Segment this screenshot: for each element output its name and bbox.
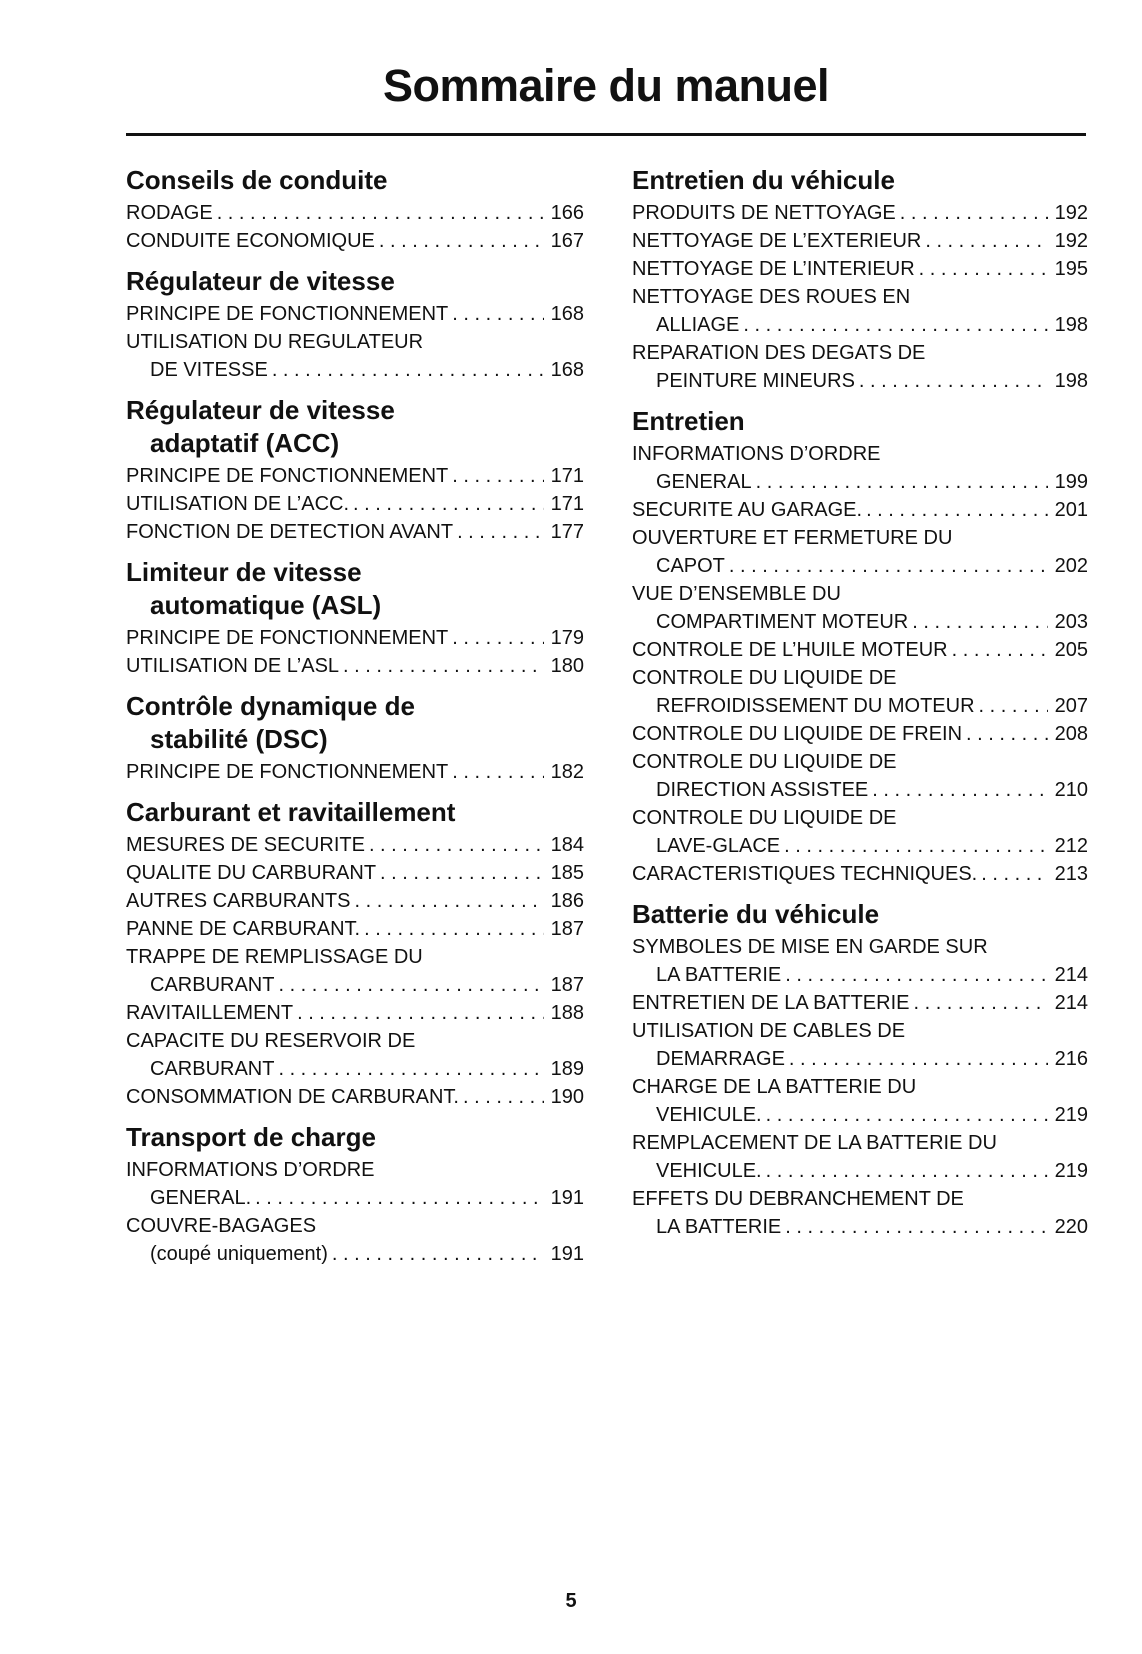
toc-entry[interactable] — [126, 227, 584, 255]
toc-entry[interactable] — [126, 887, 584, 915]
page-number: 5 — [565, 1590, 577, 1612]
toc-section — [126, 556, 584, 680]
entry-label: FONCTION DE DETECTION AVANT — [126, 521, 454, 543]
dot-leader — [752, 468, 1048, 496]
entry-label: CONTROLE DU LIQUIDE DE — [632, 751, 897, 773]
entry-line — [632, 720, 1088, 748]
entry-line — [126, 462, 584, 490]
toc-entry[interactable] — [126, 915, 584, 943]
entry-page-number: 207 — [1054, 695, 1088, 717]
entry-page-number: 192 — [1054, 230, 1088, 252]
entry-label: SYMBOLES DE MISE EN GARDE SUR — [632, 936, 988, 958]
entry-line — [632, 1045, 1088, 1073]
entry-label: COUVRE-BAGAGES — [126, 1215, 317, 1237]
dot-leader — [375, 227, 544, 255]
entry-label: NETTOYAGE DE L’EXTERIEUR — [632, 230, 922, 252]
entry-line — [632, 227, 1088, 255]
section-heading-line: Contrôle dynamique de — [126, 691, 415, 721]
entry-line — [632, 440, 1088, 468]
section-heading — [126, 796, 584, 829]
dot-leader — [862, 496, 1048, 524]
dot-leader — [251, 1184, 544, 1212]
toc-entry[interactable] — [126, 300, 584, 328]
entry-label: VUE D’ENSEMBLE DU — [632, 583, 841, 605]
entry-label: DEMARRAGE — [656, 1048, 785, 1070]
dot-leader — [328, 1240, 544, 1268]
toc-entry[interactable] — [632, 255, 1088, 283]
entry-label: TRAPPE DE REMPLISSAGE DU — [126, 946, 423, 968]
entry-line — [126, 758, 584, 786]
toc-entry[interactable] — [632, 636, 1088, 664]
entry-label: CARACTERISTIQUES TECHNIQUES. — [632, 863, 978, 885]
entry-line — [632, 283, 1088, 311]
section-heading — [126, 265, 584, 298]
entry-label: SECURITE AU GARAGE. — [632, 499, 863, 521]
entry-line — [632, 608, 1088, 636]
entry-line — [126, 199, 584, 227]
entry-line — [632, 933, 1088, 961]
dot-leader — [293, 999, 544, 1027]
entry-label: OUVERTURE ET FERMETURE DU — [632, 527, 953, 549]
entry-page-number: 171 — [550, 465, 584, 487]
section-heading — [632, 405, 1088, 438]
entry-page-number: 203 — [1054, 611, 1088, 633]
dot-leader — [459, 1083, 544, 1111]
toc-entry[interactable] — [632, 720, 1088, 748]
entry-page-number: 166 — [550, 202, 584, 224]
section-heading-line: Limiteur de vitesse — [126, 557, 362, 587]
entry-label: REMPLACEMENT DE LA BATTERIE DU — [632, 1132, 997, 1154]
dot-leader — [975, 692, 1048, 720]
section-heading-line: Batterie du véhicule — [632, 899, 880, 929]
dot-leader — [448, 462, 544, 490]
toc-entry[interactable] — [632, 989, 1088, 1017]
entry-page-number: 195 — [1054, 258, 1088, 280]
entry-page-number: 220 — [1054, 1216, 1088, 1238]
dot-leader — [274, 1055, 544, 1083]
entry-line — [126, 999, 584, 1027]
entry-label: REFROIDISSEMENT DU MOTEUR — [656, 695, 975, 717]
entry-line — [126, 859, 584, 887]
entry-label: COMPARTIMENT MOTEUR — [656, 611, 909, 633]
entry-label: UTILISATION DU REGULATEUR — [126, 331, 424, 353]
entry-page-number: 219 — [1054, 1160, 1088, 1182]
entry-label: CONDUITE ECONOMIQUE — [126, 230, 375, 252]
dot-leader — [365, 831, 544, 859]
entry-page-number: 202 — [1054, 555, 1088, 577]
entry-page-number: 171 — [550, 493, 584, 515]
dot-leader — [781, 1213, 1048, 1241]
section-heading-line: Transport de charge — [126, 1122, 376, 1152]
section-heading-line: stabilité (DSC) — [150, 724, 328, 754]
entry-line — [126, 971, 584, 999]
entry-line — [126, 1055, 584, 1083]
entry-line — [126, 1184, 584, 1212]
entry-label: CARBURANT — [150, 1058, 275, 1080]
toc-column-left — [126, 164, 584, 1278]
entry-label: CONTROLE DU LIQUIDE DE FREIN — [632, 723, 963, 745]
entry-page-number: 167 — [550, 230, 584, 252]
entry-line — [126, 356, 584, 384]
toc-entry[interactable] — [126, 328, 584, 384]
dot-leader — [785, 1045, 1048, 1073]
section-heading-line: adaptatif (ACC) — [150, 428, 340, 458]
entry-label: INFORMATIONS D’ORDRE — [126, 1159, 375, 1181]
entry-line — [126, 887, 584, 915]
entry-page-number: 219 — [1054, 1104, 1088, 1126]
entry-label: ENTRETIEN DE LA BATTERIE — [632, 992, 910, 1014]
entry-line — [632, 748, 1088, 776]
entry-label: NETTOYAGE DES ROUES EN — [632, 286, 911, 308]
entry-label: VEHICULE. — [656, 1160, 762, 1182]
toc-section — [632, 405, 1088, 888]
section-heading — [126, 394, 584, 460]
entry-page-number: 191 — [550, 1187, 584, 1209]
dot-leader — [448, 300, 544, 328]
entry-line — [632, 1213, 1088, 1241]
toc-entry[interactable] — [126, 1156, 584, 1212]
entry-page-number: 182 — [550, 761, 584, 783]
entry-line — [632, 552, 1088, 580]
toc-entry[interactable] — [126, 462, 584, 490]
entry-line — [632, 776, 1088, 804]
toc-entry[interactable] — [632, 1073, 1088, 1129]
entry-label: GENERAL. — [150, 1187, 252, 1209]
toc-entry[interactable] — [126, 518, 584, 546]
entry-page-number: 168 — [550, 303, 584, 325]
toc-entry[interactable] — [632, 199, 1088, 227]
toc-entry[interactable] — [632, 227, 1088, 255]
dot-leader — [349, 490, 544, 518]
entry-page-number: 198 — [1054, 370, 1088, 392]
toc-entry[interactable] — [632, 1017, 1088, 1073]
entry-label: UTILISATION DE CABLES DE — [632, 1020, 906, 1042]
entry-page-number: 184 — [550, 834, 584, 856]
entry-page-number: 190 — [550, 1086, 584, 1108]
entry-line — [632, 468, 1088, 496]
entry-line — [126, 518, 584, 546]
entry-label: LAVE-GLACE — [656, 835, 781, 857]
entry-label: REPARATION DES DEGATS DE — [632, 342, 926, 364]
dot-leader — [453, 518, 544, 546]
dot-leader — [739, 311, 1048, 339]
entry-label: CAPOT — [656, 555, 725, 577]
section-heading-line: Carburant et ravitaillement — [126, 797, 456, 827]
dot-leader — [339, 652, 544, 680]
section-heading-line: automatique (ASL) — [150, 590, 382, 620]
dot-leader — [448, 624, 544, 652]
dot-leader — [780, 832, 1048, 860]
entry-label: UTILISATION DE L’ACC. — [126, 493, 350, 515]
entry-page-number: 187 — [550, 974, 584, 996]
toc-entry[interactable] — [126, 758, 584, 786]
entry-line — [632, 692, 1088, 720]
entry-page-number: 216 — [1054, 1048, 1088, 1070]
entry-label: PANNE DE CARBURANT. — [126, 918, 361, 940]
entry-label: EFFETS DU DEBRANCHEMENT DE — [632, 1188, 964, 1210]
dot-leader — [448, 758, 544, 786]
entry-label: PRINCIPE DE FONCTIONNEMENT — [126, 761, 449, 783]
entry-label: LA BATTERIE — [656, 964, 782, 986]
toc-entry[interactable] — [632, 1185, 1088, 1241]
entry-label: CHARGE DE LA BATTERIE DU — [632, 1076, 917, 1098]
entry-line — [126, 915, 584, 943]
toc-section — [632, 898, 1088, 1241]
toc-section — [126, 1121, 584, 1268]
dot-leader — [948, 636, 1048, 664]
toc-entry[interactable] — [632, 860, 1088, 888]
entry-line — [126, 943, 584, 971]
entry-line — [126, 831, 584, 859]
entry-line — [632, 1101, 1088, 1129]
toc-entry[interactable] — [126, 943, 584, 999]
entry-line — [632, 496, 1088, 524]
dot-leader — [213, 199, 544, 227]
entry-page-number: 212 — [1054, 835, 1088, 857]
section-heading — [126, 1121, 584, 1154]
entry-line — [632, 311, 1088, 339]
toc-section — [126, 164, 584, 255]
entry-page-number: 198 — [1054, 314, 1088, 336]
entry-line — [126, 1212, 584, 1240]
entry-page-number: 210 — [1054, 779, 1088, 801]
entry-page-number: 180 — [550, 655, 584, 677]
entry-label: CARBURANT — [150, 974, 275, 996]
toc-entry[interactable] — [632, 496, 1088, 524]
entry-label: UTILISATION DE L’ASL — [126, 655, 340, 677]
entry-page-number: 179 — [550, 627, 584, 649]
entry-line — [126, 227, 584, 255]
entry-label: LA BATTERIE — [656, 1216, 782, 1238]
toc-section — [126, 796, 584, 1111]
entry-page-number: 188 — [550, 1002, 584, 1024]
toc-entry[interactable] — [126, 859, 584, 887]
entry-line — [632, 524, 1088, 552]
entry-line — [632, 1017, 1088, 1045]
entry-line — [632, 1073, 1088, 1101]
toc-entry[interactable] — [126, 1083, 584, 1111]
toc-entry[interactable] — [632, 748, 1088, 804]
dot-leader — [268, 356, 544, 384]
dot-leader — [274, 971, 544, 999]
toc-section — [126, 690, 584, 786]
entry-line — [632, 1185, 1088, 1213]
entry-label: AUTRES CARBURANTS — [126, 890, 351, 912]
section-heading-line: Conseils de conduite — [126, 165, 388, 195]
toc-entry[interactable] — [632, 933, 1088, 989]
entry-page-number: 168 — [550, 359, 584, 381]
dot-leader — [725, 552, 1048, 580]
dot-leader — [962, 720, 1048, 748]
entry-page-number: 191 — [550, 1243, 584, 1265]
entry-label: PRINCIPE DE FONCTIONNEMENT — [126, 627, 449, 649]
entry-page-number: 213 — [1054, 863, 1088, 885]
entry-label: CAPACITE DU RESERVOIR DE — [126, 1030, 416, 1052]
entry-line — [632, 989, 1088, 1017]
toc-entry[interactable] — [632, 524, 1088, 580]
entry-line — [632, 1157, 1088, 1185]
entry-line — [632, 832, 1088, 860]
entry-line — [126, 300, 584, 328]
section-heading — [126, 164, 584, 197]
toc-entry[interactable] — [632, 580, 1088, 636]
entry-line — [632, 199, 1088, 227]
toc-entry[interactable] — [126, 1212, 584, 1268]
entry-label: ALLIAGE — [656, 314, 740, 336]
entry-line — [126, 652, 584, 680]
toc-entry[interactable] — [632, 339, 1088, 395]
entry-label: RAVITAILLEMENT — [126, 1002, 294, 1024]
entry-page-number: 185 — [550, 862, 584, 884]
dot-leader — [868, 776, 1048, 804]
section-heading — [126, 690, 584, 756]
entry-line — [126, 328, 584, 356]
entry-page-number: 189 — [550, 1058, 584, 1080]
entry-line — [126, 1156, 584, 1184]
dot-leader — [762, 1157, 1048, 1185]
toc-entry[interactable] — [126, 999, 584, 1027]
entry-label: CONTROLE DU LIQUIDE DE — [632, 807, 897, 829]
entry-label: PRODUITS DE NETTOYAGE — [632, 202, 896, 224]
toc-column-right — [632, 164, 1088, 1251]
dot-leader — [762, 1101, 1048, 1129]
entry-label: (coupé uniquement) — [150, 1243, 328, 1265]
entry-label: MESURES DE SECURITE — [126, 834, 365, 856]
entry-label: DIRECTION ASSISTEE — [656, 779, 869, 801]
entry-page-number: 201 — [1054, 499, 1088, 521]
entry-line — [632, 339, 1088, 367]
toc-section — [126, 265, 584, 384]
entry-label: INFORMATIONS D’ORDRE — [632, 443, 881, 465]
entry-page-number: 214 — [1054, 992, 1088, 1014]
entry-label: DE VITESSE — [150, 359, 268, 381]
entry-line — [126, 1027, 584, 1055]
dot-leader — [360, 915, 544, 943]
entry-line — [632, 860, 1088, 888]
toc-section — [126, 394, 584, 546]
section-heading — [126, 556, 584, 622]
entry-label: QUALITE DU CARBURANT — [126, 862, 377, 884]
entry-line — [126, 1083, 584, 1111]
dot-leader — [977, 860, 1048, 888]
entry-page-number: 187 — [550, 918, 584, 940]
entry-line — [632, 804, 1088, 832]
toc-entry[interactable] — [126, 652, 584, 680]
dot-leader — [781, 961, 1048, 989]
title-rule — [126, 133, 1086, 136]
toc-entry[interactable] — [632, 283, 1088, 339]
entry-label: GENERAL — [656, 471, 752, 493]
toc-entry[interactable] — [632, 804, 1088, 860]
section-heading-line: Régulateur de vitesse — [126, 395, 395, 425]
entry-page-number: 214 — [1054, 964, 1088, 986]
entry-line — [632, 367, 1088, 395]
toc-entry[interactable] — [126, 831, 584, 859]
dot-leader — [921, 227, 1048, 255]
entry-page-number: 186 — [550, 890, 584, 912]
toc-entry[interactable] — [126, 199, 584, 227]
entry-page-number: 199 — [1054, 471, 1088, 493]
entry-label: VEHICULE. — [656, 1104, 762, 1126]
dot-leader — [896, 199, 1048, 227]
entry-line — [126, 1240, 584, 1268]
entry-line — [632, 1129, 1088, 1157]
dot-leader — [909, 989, 1048, 1017]
entry-page-number: 192 — [1054, 202, 1088, 224]
section-heading — [632, 898, 1088, 931]
section-heading-line: Régulateur de vitesse — [126, 266, 395, 296]
entry-label: PRINCIPE DE FONCTIONNEMENT — [126, 303, 449, 325]
dot-leader — [376, 859, 544, 887]
dot-leader — [855, 367, 1048, 395]
entry-line — [632, 255, 1088, 283]
entry-page-number: 177 — [550, 521, 584, 543]
toc-entry[interactable] — [126, 490, 584, 518]
dot-leader — [908, 608, 1048, 636]
entry-label: RODAGE — [126, 202, 213, 224]
entry-line — [126, 624, 584, 652]
toc-entry[interactable] — [126, 624, 584, 652]
entry-label: PRINCIPE DE FONCTIONNEMENT — [126, 465, 449, 487]
toc-entry[interactable] — [632, 664, 1088, 720]
entry-line — [632, 961, 1088, 989]
entry-page-number: 208 — [1054, 723, 1088, 745]
entry-line — [632, 580, 1088, 608]
entry-label: NETTOYAGE DE L’INTERIEUR — [632, 258, 915, 280]
toc-entry[interactable] — [632, 1129, 1088, 1185]
entry-line — [632, 636, 1088, 664]
toc-section — [632, 164, 1088, 395]
entry-label: PEINTURE MINEURS — [656, 370, 855, 392]
entry-label: CONTROLE DU LIQUIDE DE — [632, 667, 897, 689]
entry-line — [126, 490, 584, 518]
toc-entry[interactable] — [632, 440, 1088, 496]
section-heading-line: Entretien — [632, 406, 745, 436]
toc-entry[interactable] — [126, 1027, 584, 1083]
entry-line — [632, 664, 1088, 692]
section-heading-line: Entretien du véhicule — [632, 165, 895, 195]
entry-label: CONTROLE DE L’HUILE MOTEUR — [632, 639, 948, 661]
dot-leader — [915, 255, 1048, 283]
page-title: Sommaire du manuel — [382, 60, 830, 111]
section-heading — [632, 164, 1088, 197]
entry-page-number: 205 — [1054, 639, 1088, 661]
dot-leader — [350, 887, 544, 915]
entry-label: CONSOMMATION DE CARBURANT. — [126, 1086, 459, 1108]
